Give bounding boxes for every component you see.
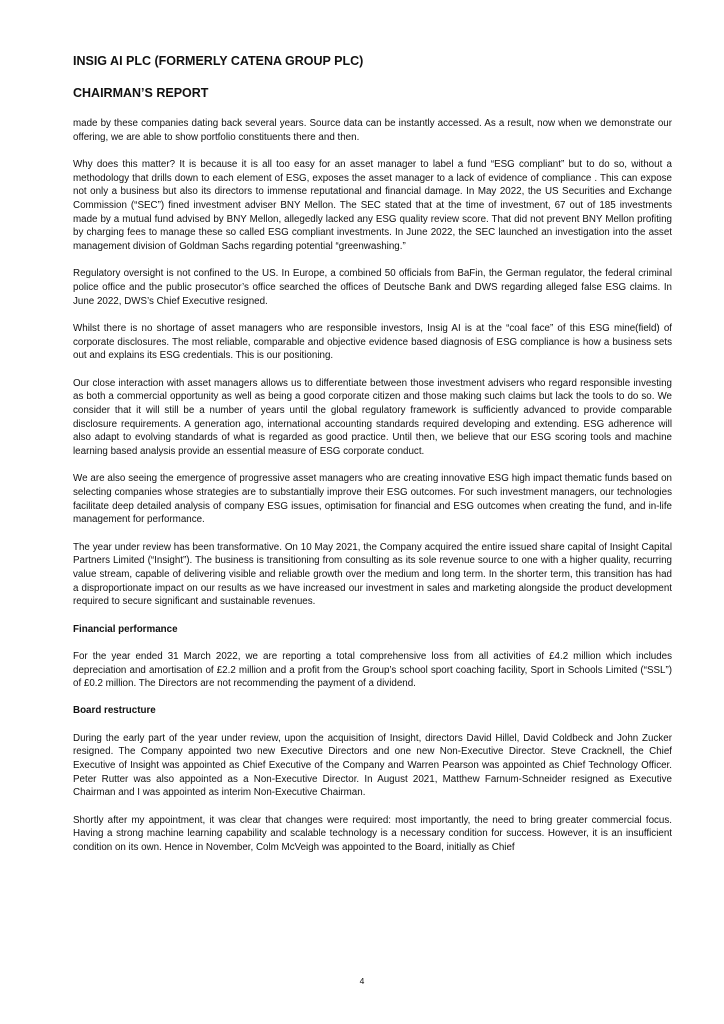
- financial-performance-heading: Financial performance: [73, 623, 178, 635]
- financial-performance-text: For the year ended 31 March 2022, we are reporting a total comprehensive loss from all activities of £4.2 million which includes depreciation and amortisation of £2.2 million and a profit from the Group’s school sport coaching facility, Sport in Schools Limited (“SSL”) of £0.2 million. The Directors are not recommending the payment of a dividend.: [73, 650, 672, 690]
- report-body: [73, 117, 672, 868]
- paragraph: Regulatory oversight is not confined to the US. In Europe, a combined 50 officials from BaFin, the German regulator, the federal criminal police office and the public prosecutor’s office searched the offices of Deutsche Bank and DWS regarding alleged false ESG claims. In June 2022, DWS’s Chief Executive resigned.: [73, 268, 672, 307]
- paragraph: The year under review has been transformative. On 10 May 2021, the Company acquired the entire issued share capital of Insight Capital Partners Limited (“Insight”). The business is transitioning from consulting as its sole revenue source to one with a higher quality, recurring value stream, capable of delivering visible and reliable growth over the medium and long term. In the shorter term, this transition has had a disproportionate impact on our results as we have increased our investment in sales and marketing alongside the product development required to secure significant and sustainable revenues.: [73, 541, 672, 608]
- paragraph: Our close interaction with asset managers allows us to differentiate between those investment advisers who regard responsible investing as both a commercial opportunity as well as being a good corporate citizen and those making such claims but lack the tools to do so. We consider that it will still be a number of years until the global regulatory framework is sufficiently advanced to provide comparable disclosure requirements. A generation ago, international accounting standards required developing and extending. ESG adherence will also adapt to evolving standards of what is regarded as good practice. Until then, we believe that our ESG scoring tools and machine learning based analysis provide an essential measure of ESG corporate conduct.: [73, 377, 672, 458]
- board-restructure-heading: Board restructure: [73, 705, 156, 717]
- report-title: CHAIRMAN’S REPORT: [73, 86, 209, 100]
- page-number: 4: [359, 976, 365, 986]
- paragraph: Why does this matter? It is because it is all too easy for an asset manager to label a fund “ESG compliant” but to do so, without a methodology that drills down to each element of ESG, exposes the asset manager to a lack of evidence of compliance . This can expose not only a business but also its directors to immense reputational and financial damage. In May 2022, the US Securities and Exchange Commission (“SEC”) fined investment adviser BNY Mellon. The SEC stated that at the time of investment, 67 out of 185 investments made by a mutual fund advised by BNY Mellon, allegedly lacked any ESG quality review score. That did not prevent BNY Mellon profiting by charging fees to manage these so called ESG compliant investments. In June 2022, the SEC launched an investigation into the asset management division of Goldman Sachs regarding potential “greenwashing.”: [73, 158, 672, 253]
- company-title: INSIG AI PLC (FORMERLY CATENA GROUP PLC): [73, 54, 364, 68]
- paragraph: made by these companies dating back several years. Source data can be instantly accessed. As a result, now when we demonstrate our offering, we are able to show portfolio constituents there and then.: [73, 118, 672, 143]
- paragraph: Whilst there is no shortage of asset managers who are responsible investors, Insig AI is at the “coal face” of this ESG mine(field) of corporate disclosures. The most reliable, comparable and objective evidence based diagnosis of ESG compliance is how a business sets out and explains its ESG credentials. This is our positioning.: [73, 322, 672, 362]
- board-restructure-text: During the early part of the year under review, upon the acquisition of Insight, directors David Hillel, David Coldbeck and John Zucker resigned. The Company appointed two new Executive Directors and one new Non-Executive Director. Steve Cracknell, the Chief Executive of Insight was appointed as Chief Executive of the Company and Warren Pearson was appointed as Chief Technology Officer. Peter Rutter was also appointed as a Non-Executive Director. In August 2021, Matthew Farnum-Schneider resigned as Executive Chairman and I was appointed as interim Non-Executive Chairman.: [73, 732, 672, 799]
- paragraph: We are also seeing the emergence of progressive asset managers who are creating innovative ESG high impact thematic funds based on selecting companies whose strategies are to substantially improve their ESG outcomes. For such investment managers, our technologies facilitate deep detailed analysis of company ESG issues, optimisation for financial and ESG outcomes when creating the fund, and in-life management for performance.: [73, 473, 672, 526]
- board-restructure-text-continued: Shortly after my appointment, it was clear that changes were required: most importantly, the need to bring greater commercial focus. Having a strong machine learning capability and scalable technology is a necessary condition for success. However, it is an insufficient condition on its own. Hence in November, Colm McVeigh was appointed to the Board, initially as Chief: [73, 814, 672, 854]
